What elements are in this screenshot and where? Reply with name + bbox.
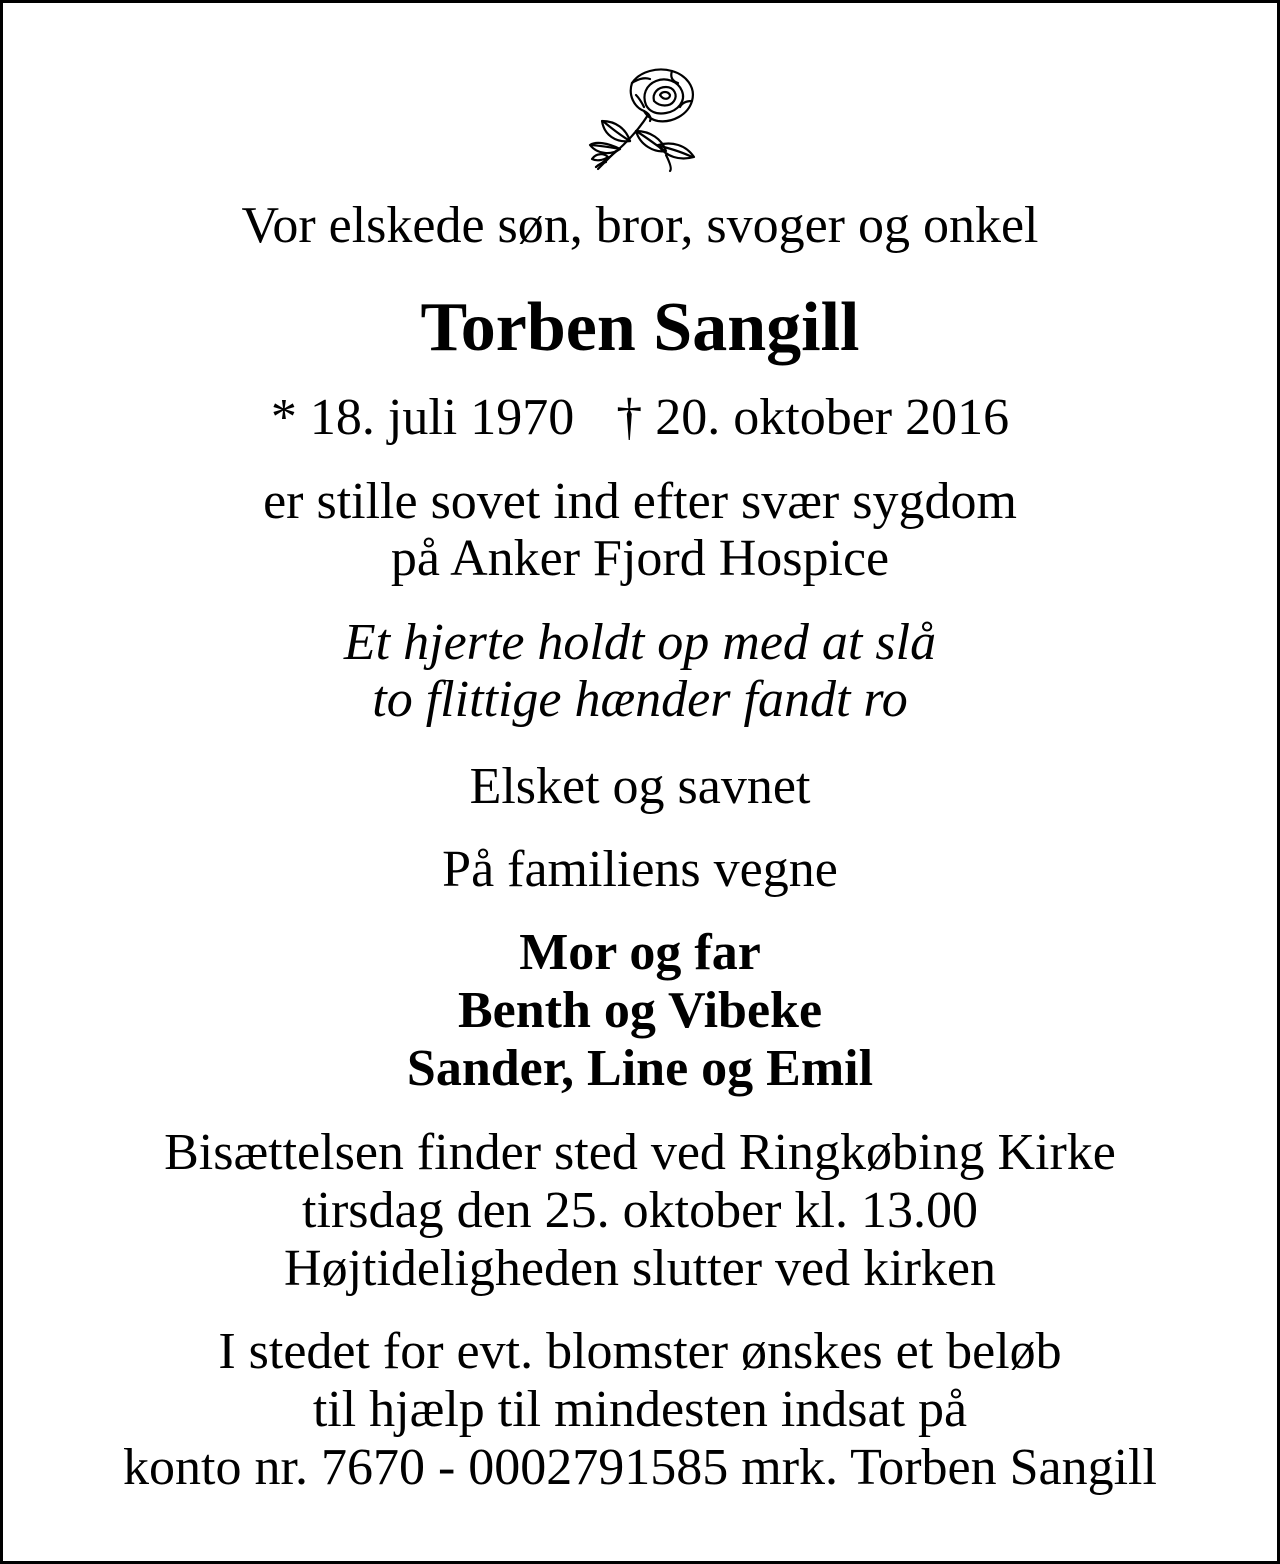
life-dates	[3, 389, 1277, 447]
birth-date: * 18. juli 1970	[270, 389, 575, 446]
rose-icon	[586, 65, 700, 173]
funeral-info-line: Bisættelsen finder sted ved Ringkøbing Kirke	[164, 1124, 1116, 1181]
verse-line: Et hjerte holdt op med at slå	[343, 614, 937, 671]
family-line: Benth og Vibeke	[457, 982, 823, 1039]
funeral-info-line: tirsdag den 25. oktober kl. 13.00	[302, 1182, 978, 1239]
on-behalf-text: På familiens vegne	[442, 841, 838, 898]
verse-line: to flittige hænder fandt ro	[372, 671, 908, 728]
passing-text-line: på Anker Fjord Hospice	[390, 530, 890, 587]
loved-text: Elsket og savnet	[469, 758, 811, 815]
passing-text-line: er stille sovet ind efter svær sygdom	[263, 473, 1017, 530]
intro-text: Vor elskede søn, bror, svoger og onkel	[241, 197, 1039, 254]
deceased-name: Torben Sangill	[420, 289, 860, 366]
funeral-info-line: Højtideligheden slutter ved kirken	[284, 1240, 996, 1297]
donation-info-line: til hjælp til mindesten indsat på	[312, 1381, 968, 1438]
family-line: Mor og far	[519, 924, 761, 981]
family-line: Sander, Line og Emil	[406, 1040, 874, 1097]
death-date: † 20. oktober 2016	[616, 389, 1010, 446]
donation-info-line: I stedet for evt. blomster ønskes et beløb	[218, 1323, 1062, 1380]
donation-info-line: konto nr. 7670 - 0002791585 mrk. Torben Sangill	[123, 1439, 1157, 1496]
